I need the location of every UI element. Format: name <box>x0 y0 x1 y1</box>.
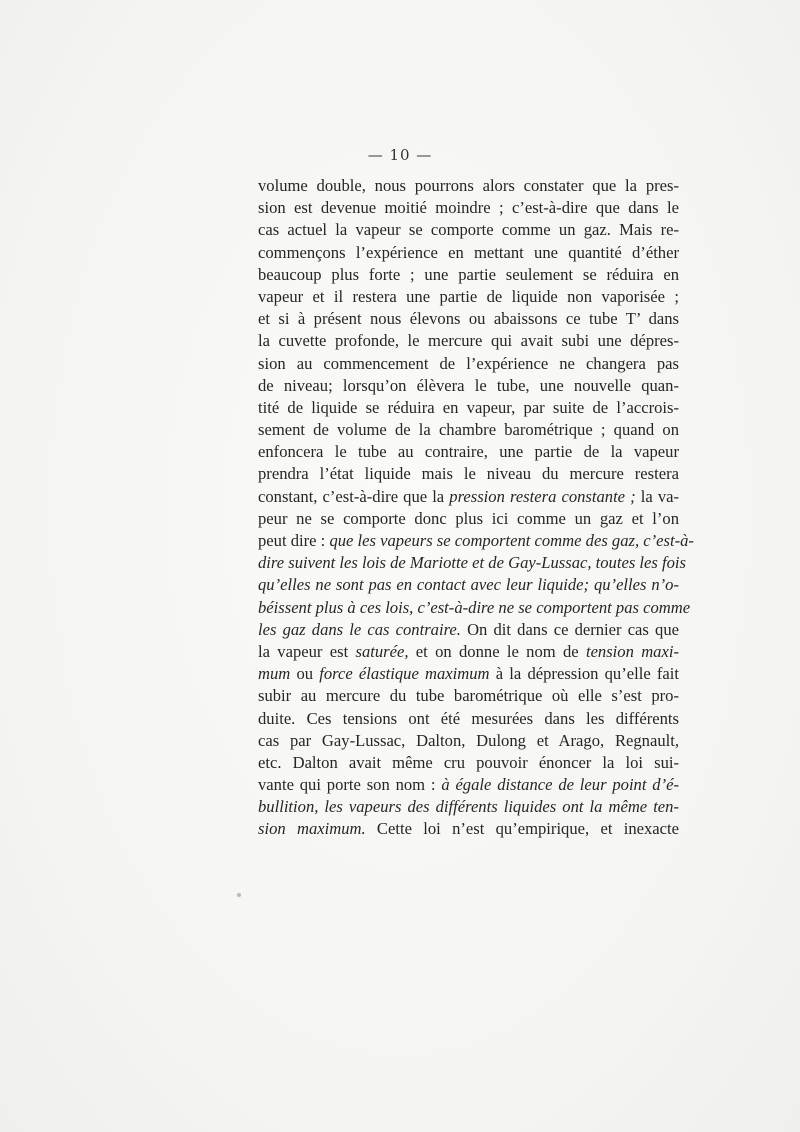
text-line <box>258 552 686 574</box>
text-segment: vapeur et il restera une partie de liquide non vaporisée ; <box>258 286 679 306</box>
text-segment: On dit dans ce dernier cas que <box>460 619 679 639</box>
text-segment: prendra l’état liquide mais le niveau du mercure restera <box>258 464 679 484</box>
italic-text: pression restera constante ; <box>449 486 636 506</box>
body-text <box>258 175 694 841</box>
text-segment: et si à présent nous élevons ou abaissons ce tube T’ dans <box>258 309 679 329</box>
text-line <box>258 353 679 375</box>
text-line <box>258 286 679 308</box>
text-line <box>258 663 679 685</box>
text-segment: sion est devenue moitié moindre ; c’est-à-dire que dans le <box>258 198 679 218</box>
text-segment: vante qui porte son nom : <box>258 775 442 795</box>
text-segment: cas actuel la vapeur se comporte comme un gaz. Mais re- <box>258 220 679 240</box>
text-line <box>258 708 679 730</box>
text-line <box>258 375 679 397</box>
text-segment: peur ne se comporte donc plus ici comme un gaz et l’on <box>258 508 679 528</box>
text-line <box>258 219 679 241</box>
italic-text: dire suivent les lois de Mariotte et de Gay-Lussac, toutes les fois <box>258 553 686 573</box>
text-line <box>258 308 679 330</box>
text-segment: la va- <box>635 486 680 506</box>
text-segment: duite. Ces tensions ont été mesurées dans les différents <box>258 708 679 728</box>
text-segment: constant, c’est-à-dire que la <box>258 486 450 506</box>
text-line <box>258 197 679 219</box>
text-segment: enfoncera le tube au contraire, une partie de la vapeur <box>258 442 679 462</box>
text-segment: cas par Gay-Lussac, Dalton, Dulong et Arago, Regnault, <box>258 730 679 750</box>
text-line <box>258 397 679 419</box>
paper-speck <box>237 893 241 897</box>
text-segment: tité de liquide se réduira en vapeur, par suite de l’accrois- <box>258 397 679 417</box>
text-segment: ou <box>290 664 320 684</box>
page-number: — 10 — <box>367 146 433 164</box>
text-line <box>258 242 679 264</box>
text-segment: subir au mercure du tube barométrique où elle s’est pro- <box>258 686 679 706</box>
italic-text: les gaz dans le cas contraire. <box>258 619 461 639</box>
italic-text: bullition, les vapeurs des différents liquides ont la même ten- <box>258 797 679 817</box>
text-line <box>258 419 679 441</box>
text-line <box>258 818 679 840</box>
italic-text: que les vapeurs se comportent comme des gaz, c’est-à- <box>329 531 694 550</box>
text-line <box>258 730 679 752</box>
italic-text: tension maxi- <box>585 641 679 661</box>
text-segment: la cuvette profonde, le mercure qui avait subi une dépres- <box>258 331 679 351</box>
italic-text: béissent plus à ces lois, c’est-à-dire ne se comportent pas comme <box>258 597 691 617</box>
text-segment: beaucoup plus forte ; une partie seulement se réduira en <box>258 264 679 284</box>
text-line <box>258 330 679 352</box>
text-segment: peut dire : <box>258 531 330 550</box>
text-line <box>258 463 679 485</box>
italic-text: saturée, <box>355 641 409 661</box>
text-segment: commençons l’expérience en mettant une quantité d’éther <box>258 242 679 262</box>
text-line <box>258 774 679 796</box>
italic-text: à égale distance de leur point d’é- <box>441 775 679 795</box>
text-segment: Cette loi n’est qu’empirique, et inexacte <box>365 819 679 839</box>
text-line <box>258 597 691 619</box>
italic-text: sion maximum. <box>258 819 366 839</box>
italic-text: mum <box>258 664 291 684</box>
text-segment: sion au commencement de l’expérience ne changera pas <box>258 353 679 373</box>
text-line <box>258 264 679 286</box>
text-segment: de niveau; lorsqu’on élèvera le tube, une nouvelle quan- <box>258 375 679 395</box>
text-line <box>258 574 679 596</box>
text-line <box>258 530 694 552</box>
text-segment: etc. Dalton avait même cru pouvoir énoncer la loi sui- <box>258 752 679 772</box>
text-segment: et on donne le nom de <box>408 641 586 661</box>
text-line <box>258 508 679 530</box>
text-line <box>258 486 679 508</box>
italic-text: qu’elles ne sont pas en contact avec leur liquide; qu’elles n’o- <box>258 575 679 595</box>
text-segment: la vapeur est <box>258 641 356 661</box>
text-line <box>258 685 679 707</box>
text-line <box>258 752 679 774</box>
text-segment: sement de volume de la chambre barométrique ; quand on <box>258 420 679 440</box>
text-line <box>258 796 679 818</box>
text-line <box>258 619 679 641</box>
text-line <box>258 441 679 463</box>
text-segment: à la dépression qu’elle fait <box>489 664 679 684</box>
text-segment: volume double, nous pourrons alors constater que la pres- <box>258 176 679 195</box>
text-line <box>258 641 679 663</box>
italic-text: force élastique maximum <box>319 664 490 684</box>
text-line <box>258 175 679 197</box>
